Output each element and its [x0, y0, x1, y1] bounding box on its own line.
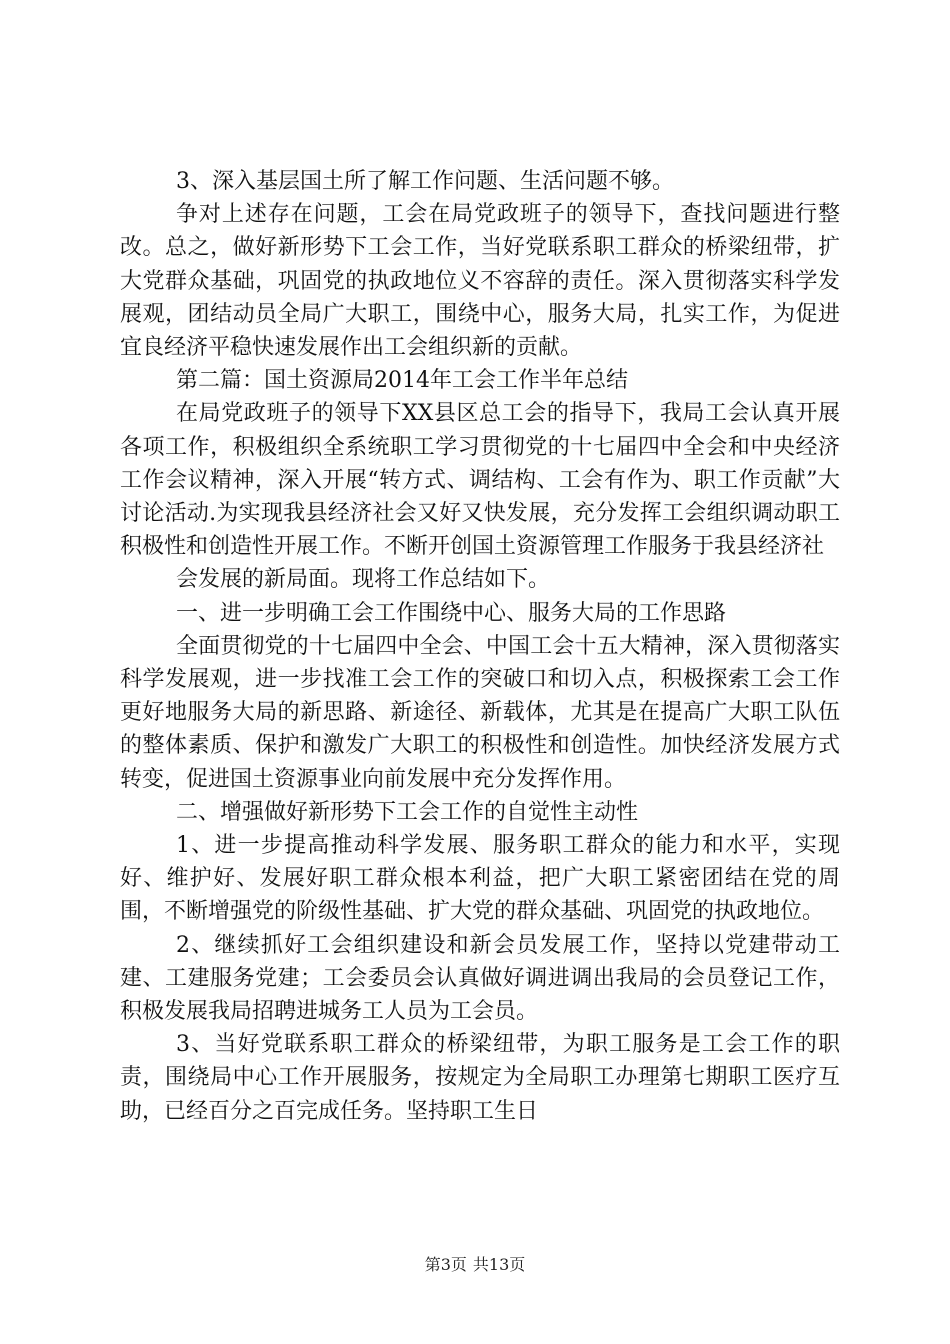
paragraph: 争对上述存在问题，工会在局党政班子的领导下，查找问题进行整改。总之，做好新形势下工会工作，当好党联系职工群众的桥梁纽带，扩大党群众基础，巩固党的执政地位义不容辞的责任。深入贯彻落实科学发展观，团结动员全局广大职工，围绕中心，服务大局，扎实工作，为促进宜良经济平稳快速发展作出工会组织新的贡献。	[120, 202, 840, 361]
section-heading: 第二篇：国土资源局2014年工会工作半年总结	[176, 368, 628, 394]
paragraph: 在局党政班子的领导下XX县区总工会的指导下，我局工会认真开展各项工作，积极组织全系统职工学习贯彻党的十七届四中全会和中央经济工作会议精神，深入开展“转方式、调结构、工会有作为、职工作贡献”大讨论活动.为实现我县经济社会又好又快发展，充分发挥工会组织调动职工积极性和创造性开展工作。不断开创国土资源管理工作服务于我县经济社	[120, 401, 840, 560]
paragraph: 2、继续抓好工会组织建设和新会员发展工作，坚持以党建带动工建、工建服务党建；工会委员会认真做好调进调出我局的会员登记工作，积极发展我局招聘进城务工人员为工会员。	[120, 932, 840, 1025]
section-heading: 二、增强做好新形势下工会工作的自觉性主动性	[176, 799, 639, 825]
page-footer	[0, 1252, 950, 1275]
paragraph: 会发展的新局面。现将工作总结如下。	[176, 567, 551, 593]
section-heading: 一、进一步明确工会工作围绕中心、服务大局的工作思路	[176, 600, 727, 626]
paragraph: 3、深入基层国土所了解工作问题、生活问题不够。	[176, 169, 674, 194]
paragraph: 全面贯彻党的十七届四中全会、中国工会十五大精神，深入贯彻落实科学发展观，进一步找准工会工作的突破口和切入点，积极探索工会工作更好地服务大局的新思路、新途径、新载体，尤其是在提高广大职工队伍的整体素质、保护和激发广大职工的积极性和创造性。加快经济发展方式转变，促进国土资源事业向前发展中充分发挥作用。	[120, 633, 840, 792]
paragraph: 1、进一步提高推动科学发展、服务职工群众的能力和水平，实现好、维护好、发展好职工群众根本利益，把广大职工紧密团结在党的周围，不断增强党的阶级性基础、扩大党的群众基础、巩固党的执政地位。	[120, 833, 840, 925]
paragraph: 3、当好党联系职工群众的桥梁纽带，为职工服务是工会工作的职责，围绕局中心工作开展服务，按规定为全局职工办理第七期职工医疗互助，已经百分之百完成任务。坚持职工生日	[120, 1032, 840, 1124]
total-pages: 共13页	[472, 1255, 526, 1274]
page-number: 第3页	[424, 1255, 467, 1274]
document-body	[120, 165, 840, 1128]
